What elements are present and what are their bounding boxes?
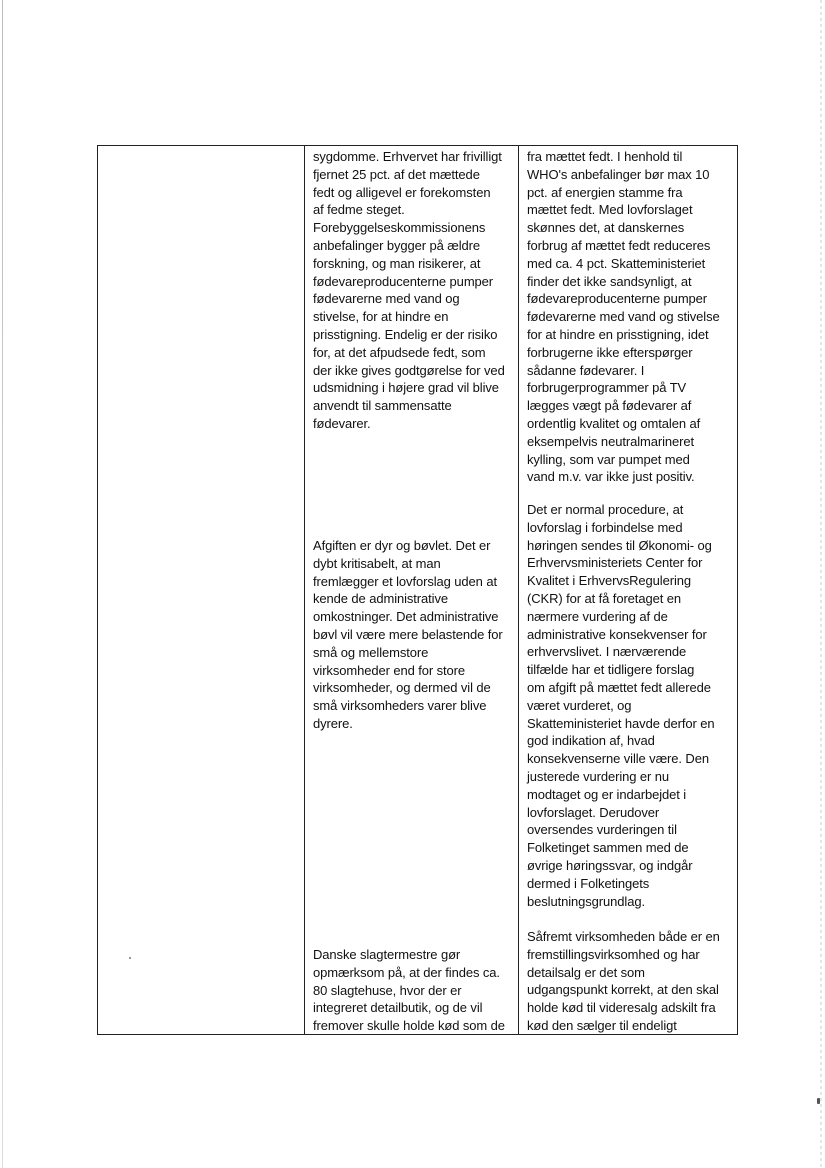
table-cell-comments: [519, 146, 738, 1035]
table-row: [98, 146, 738, 1035]
objection-paragraph-2: Afgiften er dyr og bøvlet. Det er dybt kritisabelt, at man fremlægger et lovforslag uden at kende de administrative omkostninger. Det administrative bøvl vil være mere belastende for små og mellemstore virksomheder end for store virksomheder, og dermed vil de små virksomheders varer blive dyrere.: [313, 538, 503, 731]
response-table: [97, 145, 738, 1035]
objection-paragraph-3: Danske slagtermestre gør opmærksom på, at der findes ca. 80 slagtehuse, hvor der er integreret detailbutik, og de vil fremover skulle holde kød som de: [313, 947, 505, 1034]
page-right-edge: [820, 0, 822, 1168]
objection-paragraph-1: sygdomme. Erhvervet har frivilligt fjernet 25 pct. af det mættede fedt og alligevel er forekomsten af fedme steget. Forebyggelseskommissionens anbefalinger bygger på ældre forskning, og man risikerer, at fødevareproducenterne pumper fødevarerne med vand og stivelse, for at hindre en prisstigning. Endelig er der risiko for, at det afpudsede fedt, som der ikke gives godtgørelse for ved udsmidning i højere grad vil blive anvendt til sammensatte fødevarer.: [313, 149, 505, 431]
comment-paragraph-1: fra mættet fedt. I henhold til WHO's anbefalinger bør max 10 pct. af energien stamme fra mættet fedt. Med lovforslaget skønnes det, at danskernes forbrug af mættet fedt reduceres med ca. 4 pct. Skatteministeriet finder det ikke sandsynligt, at fødevareproducenterne pumper fødevarerne med vand og stivelse for at hindre en prisstigning, idet forbrugerne ikke efterspørger sådanne fødevarer. I forbrugerprogrammer på TV lægges vægt på fødevarer af ordentlig kvalitet og omtalen af eksempelvis neutralmarineret kylling, som var pumpet med vand m.v. var ikke just positiv.: [527, 149, 720, 485]
table-cell-objections: [305, 146, 519, 1035]
comment-paragraph-3: Såfremt virksomheden både er en fremstillingsvirksomhed og har detailsalg er det som udgangspunkt korrekt, at den skal holde kød til videresalg adskilt fra kød den sælger til endeligt: [527, 929, 720, 1033]
page-left-edge: [2, 0, 3, 1168]
scan-speck: [817, 1098, 820, 1104]
table-cell-empty: [98, 146, 305, 1035]
comment-paragraph-2: Det er normal procedure, at lovforslag i forbindelse med høringen sendes til Økonomi- og Erhvervsministeriets Center for Kvalitet i ErhvervsRegulering (CKR) for at få foretaget en nærmere vurdering af de administrative konsekvenser for erhvervslivet. I nærværende tilfælde har et tidligere forslag om afgift på mættet fedt allerede været vurderet, og Skatteministeriet havde derfor en god indikation af, hvad konsekvenserne ville være. Den justerede vurdering er nu modtaget og er indarbejdet i lovforslaget. Derudover oversendes vurderingen til Folketinget sammen med de øvrige høringssvar, og indgår dermed i Folketingets beslutningsgrundlag.: [527, 502, 715, 909]
